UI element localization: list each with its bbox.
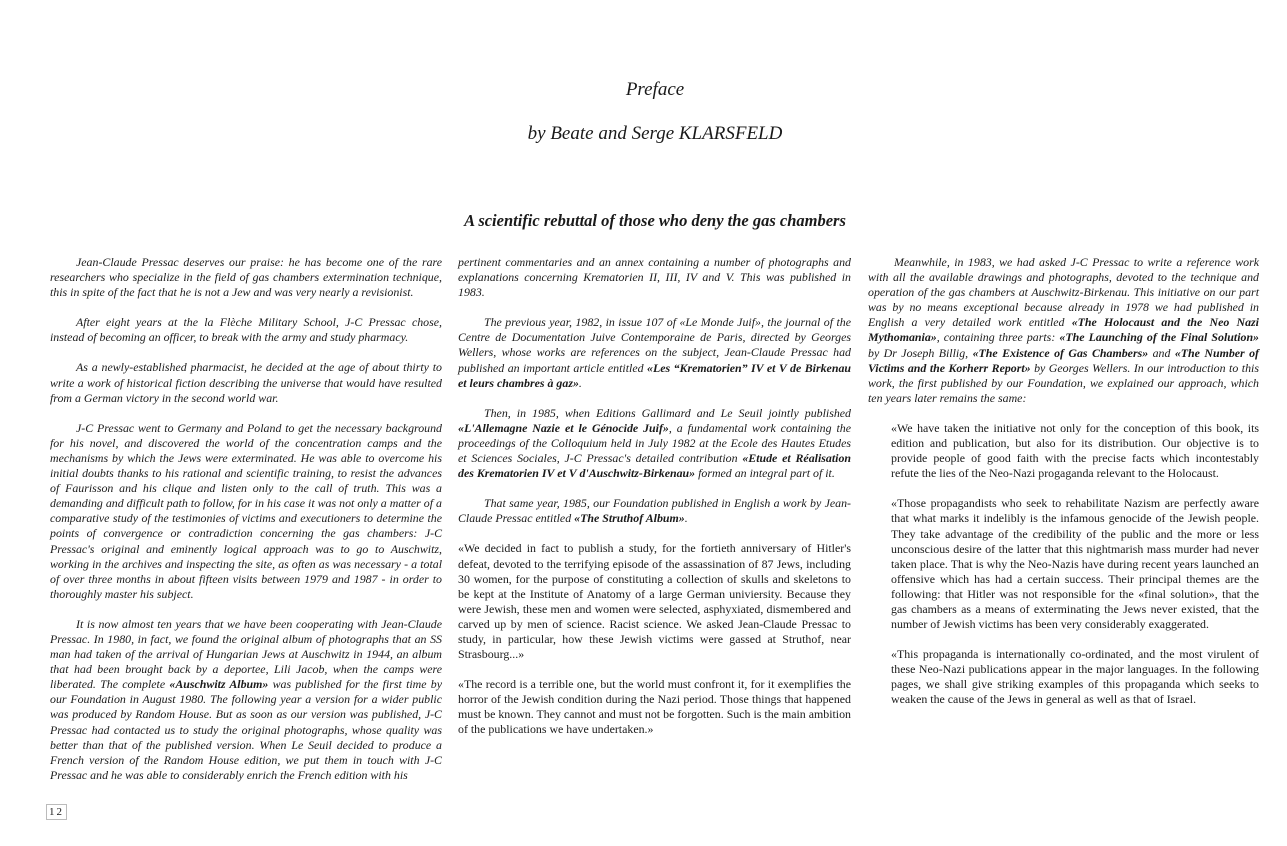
paragraph: As a newly-established pharmacist, he decided at the age of about thirty to write a work of historical fiction describing the universe that would have resulted from a German victory in the second world war.: [50, 360, 442, 405]
text-run: , containing three parts:: [936, 330, 1060, 345]
text-run: .: [684, 511, 688, 526]
article-title: «Etude et Réalisation des Krematorien IV et V d'Auschwitz-Birkenau»: [458, 451, 851, 481]
paragraph: [458, 406, 851, 481]
block-quote: «The record is a terrible one, but the world must confront it, for it exemplifies the horror of the Jewish condition during the Nazi period. Those things that happened must be known. They cannot and must not be forgotten. Such is the main ambition of the publications we have undertaken.»: [458, 677, 851, 737]
text-column-right: [868, 255, 1259, 708]
book-title: «L'Allemagne Nazie et le Génocide Juif»: [458, 420, 669, 435]
text-run: was published for the first time by our Foundation in August 1980. The following year a version for a wider public was produced by Random House. But as soon as our version was published, J-C Pressac had contacted us to study the original photographs, whose quality was better than that of the published version. When Le Seuil decided to produce a French version of the Random House edition, we put them in touch with J-C Pressac and he was able to considerably enrich the French edition with his: [50, 677, 442, 782]
text-run: The previous year, 1982, in issue 107 of «Le Monde Juif», the journal of the Centre de Documentation Juive Contemporaine de Paris, directed by Georges Wellers, whose works are references on the subject, Jean-Claude Pressac had published an important article entitled: [458, 315, 851, 375]
paragraph: [868, 255, 1259, 406]
article-title: «Les “Krematorien” IV et V de Birkenau et leurs chambres à gaz»: [458, 360, 851, 390]
block-quote: «Those propagandists who seek to rehabilitate Nazism are perfectly aware that what marks it indelibly is the infamous genocide of the Jewish people. They take advantage of the credibility of the public and the more or less unconscious desire of the latter that this nightmarish mass murder had never taken place. That is why the Neo-Nazis have during recent years launched an offensive which has had a certain success. Their principal themes are the following: that Hitler was not responsible for the «final solution», that the gas chambers as a means of exterminating the Jews never existed, that the number of Jewish victims has been very considerably exaggerated.: [891, 496, 1259, 632]
page-number: 12: [46, 804, 67, 820]
paragraph: pertinent commentaries and an annex containing a number of photographs and explanations concerning Krematorien II, III, IV and V. This was published in 1983.: [458, 255, 851, 300]
paragraph: Jean-Claude Pressac deserves our praise: he has become one of the rare researchers who specialize in the field of gas chambers extermination technique, this in spite of the fact that he is not a Jew and was very nearly a revisionist.: [50, 255, 442, 300]
paragraph: After eight years at the la Flèche Military School, J-C Pressac chose, instead of becoming an officer, to break with the army and study pharmacy.: [50, 315, 442, 345]
authors-line: by Beate and Serge KLARSFELD: [527, 123, 783, 144]
paragraph: J-C Pressac went to Germany and Poland to get the necessary background for his novel, and discovered the world of the concentration camps and the mechanisms by which the Jews were exterminated. He was able to overcome his initial doubts thanks to his rational and scientific training, to resist the advances of Faurisson and his clique and listen only to the call of truth. This was a demanding and difficult path to follow, for in his case it was not only a matter of a comparative study of the testimonies of victims and executioners to determine the points of convergence or contradiction concerning the gas chambers: J-C Pressac's original and eminently logical approach was to go to Auschwitz, working in the archives and inspecting the site, as often as was necessary - a total of over three months in about fifteen visits between 1979 and 1987 - in order to thoroughly master his subject.: [50, 420, 442, 601]
book-title: «The Number of Victims and the Korherr Report»: [868, 345, 1259, 375]
book-title: «The Launching of the Final Solution»: [1059, 330, 1259, 345]
text-run: .: [578, 375, 582, 390]
text-run: and: [1148, 345, 1175, 360]
book-title: «Auschwitz Album»: [169, 677, 269, 692]
block-quote: «This propaganda is internationally co-ordinated, and the most virulent of these Neo-Nazi publications appear in the major languages. In the following pages, we shall give striking examples of this propaganda which seeks to weaken the cause of the Jews in general as well as that of Israel.: [891, 647, 1259, 707]
text-run: Meanwhile, in 1983, we had asked J-C Pressac to write a reference work with all the available drawings and photographs, devoted to the technique and operation of the gas chambers at Auschwitz-Birkenau. This initiative on our part was by no means exceptional because already in 1978 we had published in English a very detailed work entitled: [868, 255, 1259, 330]
text-run: , a fundamental work containing the proceedings of the Colloquium held in July 1982 at the Ecole des Hautes Etudes et Sciences Sociales, J-C Pressac's detailed contribution: [458, 420, 851, 466]
paragraph: [458, 496, 851, 526]
text-run: by Dr Joseph Billig,: [868, 345, 973, 360]
book-title: «The Existence of Gas Chambers»: [972, 345, 1149, 360]
paragraph: [50, 617, 442, 783]
book-title: «The Struthof Album»: [574, 511, 685, 526]
text-run: It is now almost ten years that we have been cooperating with Jean-Claude Pressac. In 1980, in fact, we found the original album of photographs that an SS man had taken of the arrival of Hungarian Jews at Auschwitz in 1944, an album that had been brought back by a deportee, Lili Jacob, when the camps were liberated. The complete: [50, 616, 442, 692]
book-title: «The Holocaust and the Neo Nazi Mythomania»: [868, 315, 1259, 345]
text-column-middle: [458, 255, 851, 738]
page-title: Preface: [625, 79, 685, 100]
block-quote: «We decided in fact to publish a study, for the fortieth anniversary of Hitler's defeat, devoted to the terrifying episode of the assassination of 87 Jews, including 30 women, for the purpose of constituting a collection of skulls and skeletons to be kept at the Institute of Anatomy of a large German univiersity. Because they were Jewish, these men and women were selected, asphyxiated, dismembered and carved up by men of science. Racist science. We asked Jean-Claude Pressac to study, in particular, how these Jewish victims were gassed at Struthof, near Strasbourg...»: [458, 541, 851, 662]
text-column-left: [50, 255, 442, 783]
paragraph: [458, 315, 851, 390]
block-quote: «We have taken the initiative not only for the conception of this book, its edition and publication, but also for its distribution. Our objective is to provide people of good faith with the precise facts which incontestably refute the lies of the Neo-Nazi progaganda relevant to the Holocaust.: [891, 420, 1259, 481]
text-run: That same year, 1985, our Foundation published in English a work by Jean-Claude Pressac entitled: [458, 496, 851, 526]
text-run: formed an integral part of it.: [695, 466, 835, 481]
text-run: Then, in 1985, when Editions Gallimard and Le Seuil jointly published: [484, 405, 851, 420]
text-run: by Georges Wellers. In our introduction to this work, the first published by our Foundation, we explained our approach, which ten years later remains the same:: [868, 360, 1259, 405]
section-subtitle: A scientific rebuttal of those who deny the gas chambers: [464, 211, 846, 230]
